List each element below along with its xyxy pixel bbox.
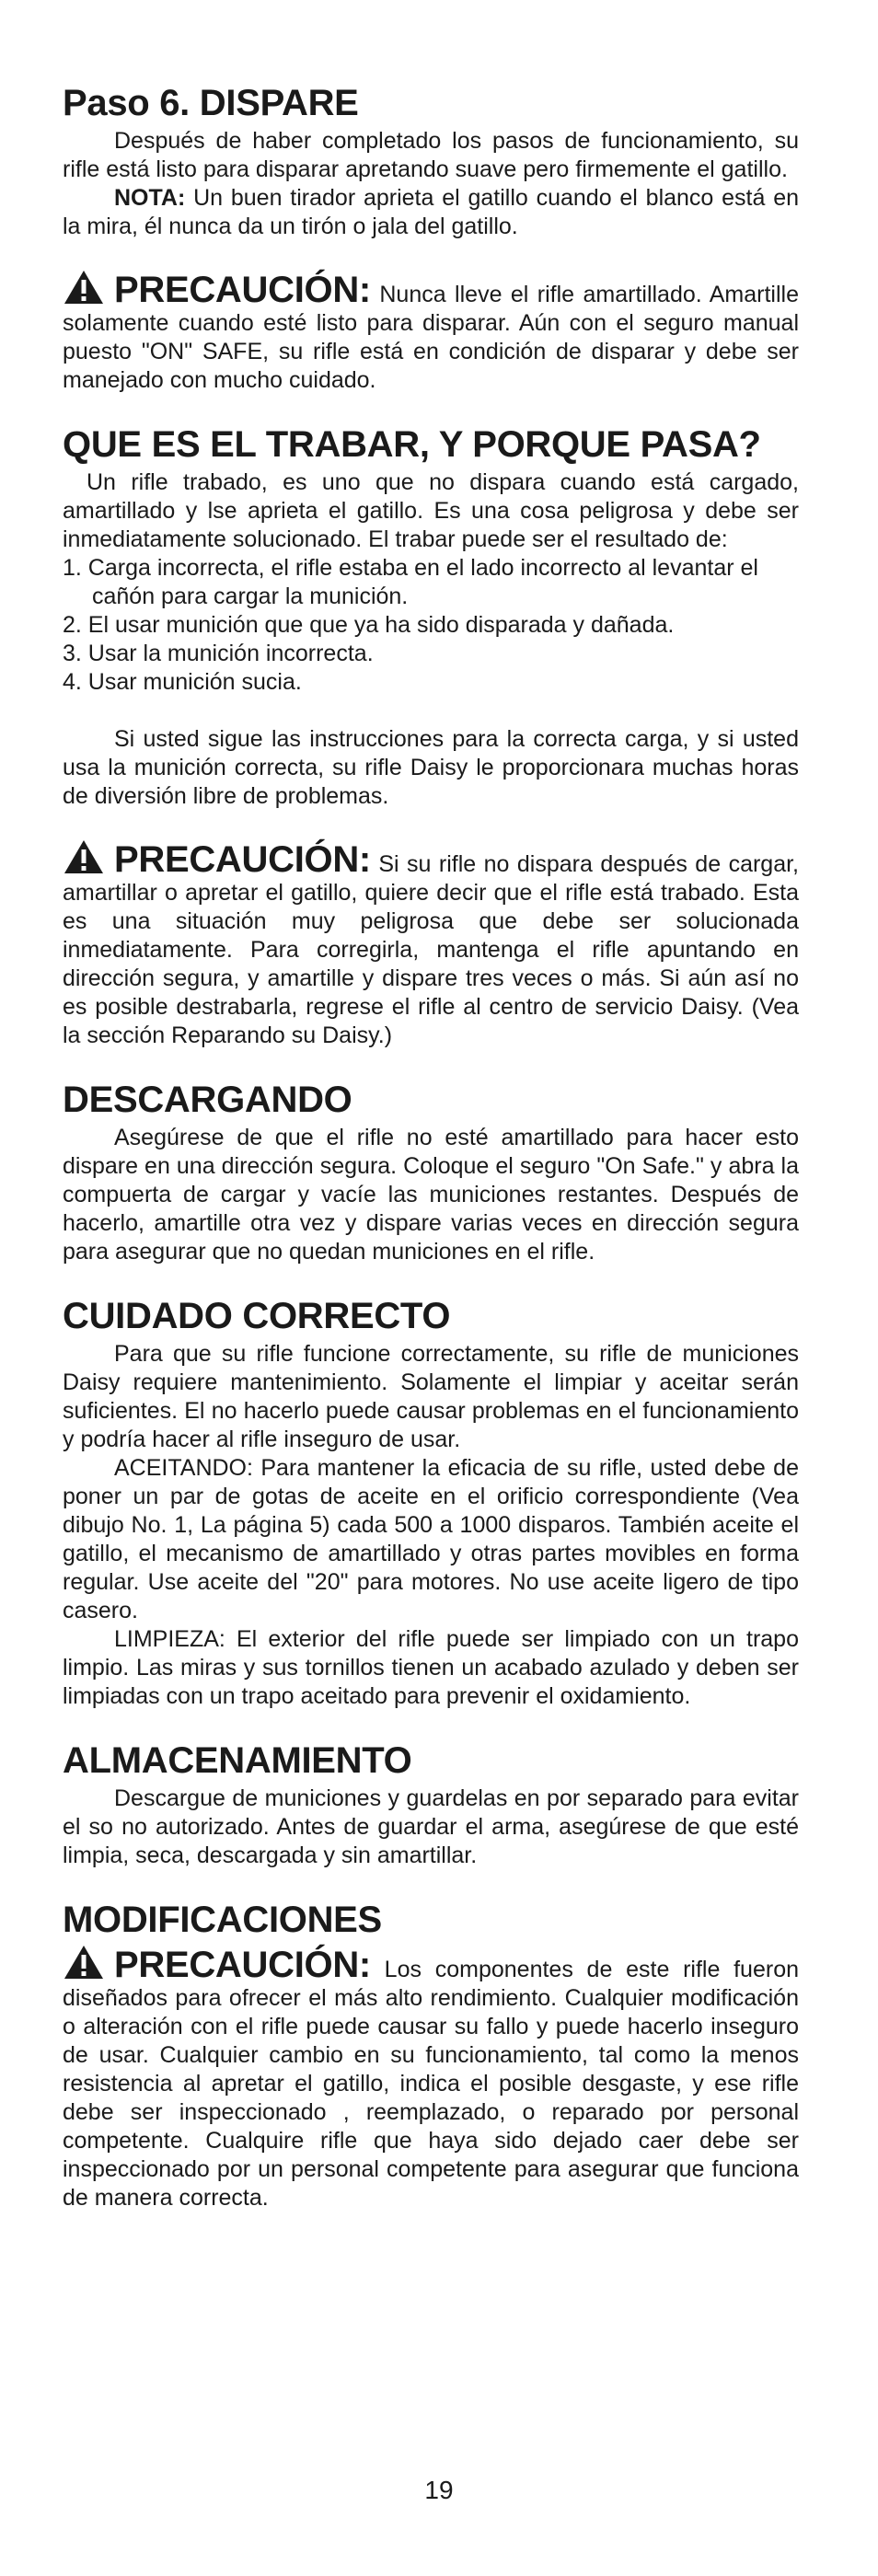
- caution-paragraph-1: [63, 269, 799, 395]
- list-item: 4. Usar munición sucia.: [63, 669, 302, 695]
- cuidado-paragraph-aceitando: ACEITANDO: Para mantener la eficacia de su rifle, usted debe de poner un par de gotas de aceite en el orificio correspondiente (Vea dibujo No. 1, La página 5) cada 500 a 1000 disparos. También aceite el gatillo, el mecanismo de amartillado y otras partes movibles en forma regular. Use aceite del "20" para motores. No use aceite ligero de tipo casero.: [63, 1455, 799, 1623]
- list-item: 2. El usar munición que que ya ha sido disparada y dañada.: [63, 612, 675, 638]
- section-title-trabar: QUE ES EL TRABAR, Y PORQUE PASA?: [63, 424, 761, 465]
- caution-block-1: [63, 269, 799, 395]
- section-paso6: [63, 81, 799, 241]
- cuidado-paragraph-1: Para que su rifle funcione correctamente, su rifle de municiones Daisy requiere mantenimiento. Solamente el limpiar y aceitar serán suficientes. El no hacerlo puede causar problemas en el funcionamiento y podría hacer al rifle inseguro de usar.: [63, 1341, 799, 1452]
- caution-text-1: Nunca lleve el rifle amartillado. Amartille solamente cuando esté listo para disparar. Aún con el seguro manual puesto "ON" SAFE, su rifle está en condición de disparar y debe ser manejado con mucho cuidado.: [63, 282, 799, 393]
- section-almacenamiento: [63, 1739, 799, 1870]
- section-modificaciones: [63, 1898, 799, 2212]
- warning-triangle-icon: [63, 1944, 105, 1981]
- trabar-paragraph-1: Un rifle trabado, es uno que no dispara cuando está cargado, amartillado y lse aprieta el gatillo. Es una cosa peligrosa y debe ser inmediatamente solucionado. El trabar puede ser el resultado de:: [63, 469, 799, 552]
- caution-title-1: PRECAUCIÓN:: [114, 270, 371, 310]
- caution-text-2: Si su rifle no dispara después de cargar, amartillar o apretar el gatillo, quiere decir que el rifle está trabado. Esta es una situación muy peligrosa que debe ser solucionada inmediatamente. Para corregirla, mantenga el rifle apuntando en dirección segura, y amartille y dispare tres veces o más. Si aún así no es posible destrabarla, regrese el rifle al centro de servicio Daisy. (Vea la sección Reparando su Daisy.): [63, 851, 799, 1048]
- section-title-almacenamiento: ALMACENAMIENTO: [63, 1740, 412, 1781]
- list-item: 3. Usar la munición incorrecta.: [63, 641, 374, 666]
- section-title-modificaciones: MODIFICACIONES: [63, 1900, 382, 1940]
- section-title-paso6: Paso 6. DISPARE: [63, 83, 359, 123]
- almacenamiento-paragraph: Descargue de municiones y guardelas en por separado para evitar el so no autorizado. Antes de guardar el arma, asegúrese de que esté limpia, seca, descargada y sin amartillar.: [63, 1785, 799, 1868]
- caution-block-2: [63, 838, 799, 1050]
- caution-title-2: PRECAUCIÓN:: [114, 839, 371, 880]
- section-cuidado: [63, 1294, 799, 1711]
- list-item: 1. Carga incorrecta, el rifle estaba en el lado incorrecto al levantar el cañón para cargar la munición.: [63, 555, 758, 609]
- warning-triangle-icon: [63, 838, 105, 875]
- trabar-paragraph-2: Si usted sigue las instrucciones para la correcta carga, y si usted usa la munición correcta, su rifle Daisy le proporcionara muchas horas de diversión libre de problemas.: [63, 726, 799, 809]
- caution-paragraph-2: [63, 838, 799, 1050]
- page-number: 19: [424, 2476, 454, 2504]
- nota-label: NOTA:: [114, 185, 186, 211]
- section-title-descargando: DESCARGANDO: [63, 1080, 352, 1120]
- section-trabar: [63, 422, 799, 811]
- warning-triangle-icon: [63, 269, 105, 306]
- nota-text: Un buen tirador aprieta el gatillo cuando el blanco está en la mira, él nunca da un tirón o jala del gatillo.: [63, 185, 799, 239]
- caution-text-3: Los componentes de este rifle fueron diseñados para ofrecer el más alto rendimiento. Cualquier modificación o alteración con el rifle puede causar su fallo y puede hacerlo inseguro de usar. Cualquier cambio en su funcionamiento, tal como la menos resistencia al apretar el gatillo, indica el posible desgaste, y ese rifle debe ser inspeccionado , reemplazado, o reparado por personal competente. Cualquire rifle que haya sido dejado caer debe ser inspeccionado por un personal competente para asegurar que funciona de manera correcta.: [63, 1957, 799, 2211]
- manual-page: [63, 81, 799, 2240]
- paso6-nota: [63, 184, 799, 241]
- section-title-cuidado: CUIDADO CORRECTO: [63, 1296, 451, 1336]
- cuidado-paragraph-limpieza: LIMPIEZA: El exterior del rifle puede ser limpiado con un trapo limpio. Las miras y sus tornillos tienen un acabado azulado y deben ser limpiadas con un trapo aceitado para prevenir el oxidamiento.: [63, 1626, 799, 1709]
- descargando-paragraph: Asegúrese de que el rifle no esté amartillado para hacer esto dispare en una dirección segura. Coloque el seguro "On Safe." y abra la compuerta de cargar y vacíe las municiones restantes. Después de hacerlo, amartille otra vez y dispare varias veces en dirección segura para asegurar que no quedan municiones en el rifle.: [63, 1125, 799, 1265]
- caution-paragraph-3: [63, 1944, 799, 2212]
- paso6-paragraph: Después de haber completado los pasos de funcionamiento, su rifle está listo para disparar apretando suave pero firmemente el gatillo.: [63, 128, 799, 182]
- spacer: [63, 697, 799, 725]
- trabar-cause-list: [63, 554, 799, 697]
- section-descargando: [63, 1078, 799, 1266]
- caution-title-3: PRECAUCIÓN:: [114, 1945, 371, 1985]
